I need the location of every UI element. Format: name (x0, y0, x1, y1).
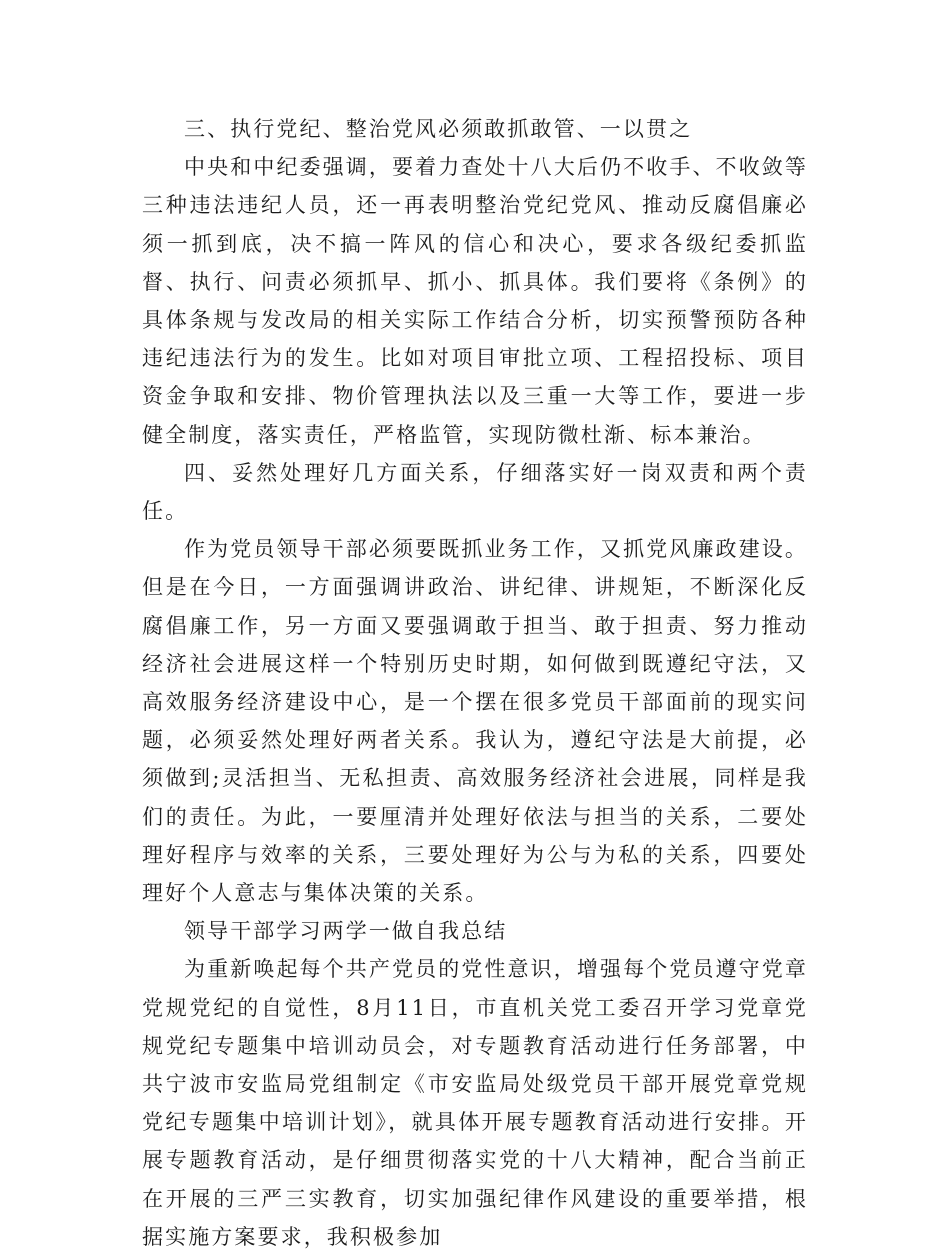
article-title: 领导干部学习两学一做自我总结 (184, 919, 508, 944)
paragraph-study-summary: 为重新唤起每个共产党员的党性意识，增强每个党员遵守党章党规党纪的自觉性，8月11日，市直机关党工委召开学习党章党规党纪专题集中培训动员会，对专题教育活动进行任务部署，中共宁波市安监局党组制定《市安监局处级党员干部开展党章党规党纪专题集中培训计划》，就具体开展专题教育活动进行安排。开展专题教育活动，是仔细贯彻落实党的十八大精神，配合当前正在开展的三严三实教育，切实加强纪律作风建设的重要举措，根据实施方案要求，我积极参加 (142, 957, 808, 1249)
section-heading-four: 四、妥然处理好几方面关系，仔细落实好一岗双责和两个责任。 (142, 460, 808, 524)
paragraph-relationships: 作为党员领导干部必须要既抓业务工作，又抓党风廉政建设。但是在今日，一方面强调讲政治、讲纪律、讲规矩，不断深化反腐倡廉工作，另一方面又要强调敢于担当、敢于担责、努力推动经济社会进展这样一个特别历史时期，如何做到既遵纪守法，又高效服务经济建设中心，是一个摆在很多党员干部面前的现实问题，必须妥然处理好两者关系。我认为，遵纪守法是大前提，必须做到;灵活担当、无私担责、高效服务经济社会进展，同样是我们的责任。为此，一要厘清并处理好依法与担当的关系，二要处理好程序与效率的关系，三要处理好为公与为私的关系，四要处理好个人意志与集体决策的关系。 (142, 537, 808, 906)
section-heading-three: 三、执行党纪、整治党风必须敢抓敢管、一以贯之 (184, 117, 693, 141)
paragraph-discipline-enforcement: 中央和中纪委强调，要着力查处十八大后仍不收手、不收敛等三种违法违纪人员，还一再表明整治党纪党风、推动反腐倡廉必须一抓到底，决不搞一阵风的信心和决心，要求各级纪委抓监督、执行、问责必须抓早、抓小、抓具体。我们要将《条例》的具体条规与发改局的相关实际工作结合分析，切实预警预防各种违纪违法行为的发生。比如对项目审批立项、工程招投标、项目资金争取和安排、物价管理执法以及三重一大等工作，要进一步健全制度，落实责任，严格监管，实现防微杜渐、标本兼治。 (142, 155, 808, 447)
document-body (142, 110, 808, 1256)
